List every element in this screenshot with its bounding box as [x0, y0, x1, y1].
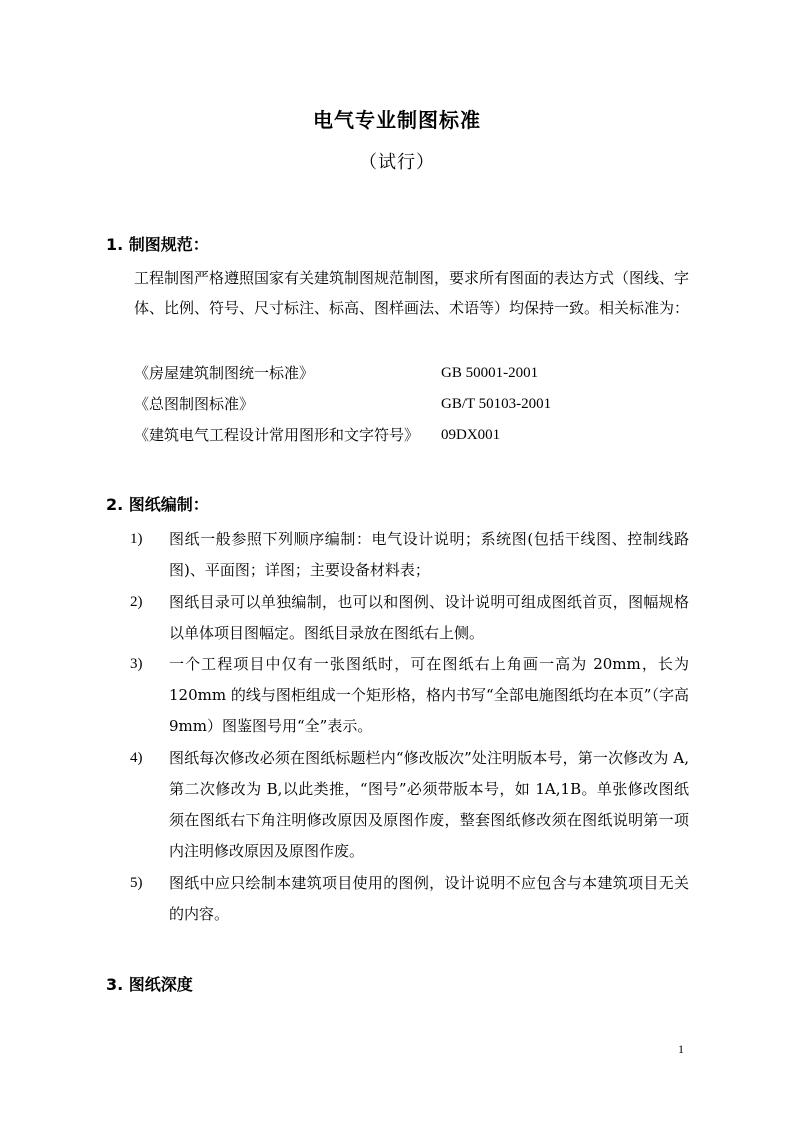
list-item-text: 一个工程项目中仅有一张图纸时，可在图纸右上角画一高为 20mm，长为 120mm 的线与图柜组成一个矩形格，格内书写“全部电施图纸均在本页”（字高 9mm）图鉴图号用“全”表示。: [169, 655, 689, 735]
standard-name: 《房屋建筑制图统一标准》: [134, 364, 315, 382]
page-number: 1: [678, 1042, 684, 1056]
standard-row: [134, 420, 694, 450]
standard-code: 09DX001: [441, 427, 501, 443]
list-item-number: 2): [130, 594, 143, 610]
section-1-heading: 1. 制图规范：: [106, 235, 209, 254]
list-item-number: 1): [130, 531, 143, 547]
standard-name: 《总图制图标准》: [134, 395, 255, 413]
list-item-text: 图纸中应只绘制本建筑项目使用的图例，设计说明不应包含与本建筑项目无关的内容。: [169, 874, 689, 923]
list-item-text: 图纸每次修改必须在图纸标题栏内“修改版次”处注明版本号，第一次修改为 A,第二次修改为 B,以此类推，“图号”必须带版本号，如 1A,1B。单张修改图纸须在图纸右下角注明修改原因及原图作废，整套图纸修改须在图纸说明第一项内注明修改原因及原图作废。: [169, 749, 689, 860]
page-subtitle: （试行）: [359, 152, 435, 173]
standard-code: GB/T 50103-2001: [441, 396, 552, 412]
standard-row: [134, 358, 694, 388]
list-item-text: 图纸一般参照下列顺序编制：电气设计说明；系统图(包括干线图、控制线路图)、平面图；详图；主要设备材料表；: [169, 530, 689, 579]
section-1-intro: 工程制图严格遵照国家有关建筑制图规范制图，要求所有图面的表达方式（图线、字体、比例、符号、尺寸标注、标高、图样画法、术语等）均保持一致。相关标准为：: [134, 269, 690, 317]
page-title: 电气专业制图标准: [313, 108, 481, 132]
list-item-number: 4): [130, 750, 143, 766]
list-item-number: 5): [130, 875, 143, 891]
list-item-number: 3): [130, 656, 143, 672]
section-3-heading: 3. 图纸深度: [106, 975, 193, 994]
standard-name: 《建筑电气工程设计常用图形和文字符号》: [134, 426, 420, 444]
list-item-text: 图纸目录可以单独编制，也可以和图例、设计说明可组成图纸首页，图幅规格以单体项目图幅定。图纸目录放在图纸右上侧。: [169, 593, 689, 642]
standard-code: GB 50001-2001: [441, 365, 539, 381]
standard-row: [134, 389, 694, 419]
section-2-heading: 2. 图纸编制：: [106, 495, 209, 514]
